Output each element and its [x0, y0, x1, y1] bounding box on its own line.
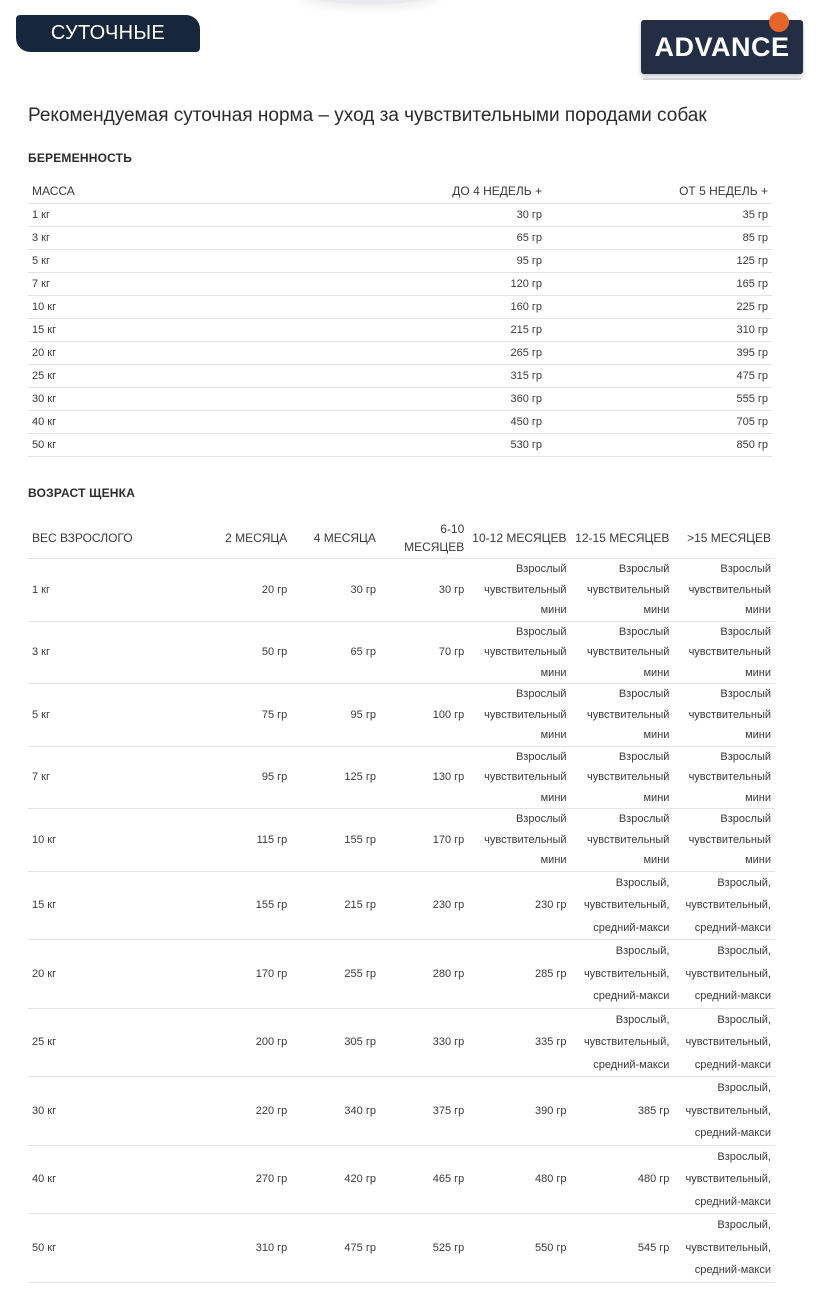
column-header: ДО 4 НЕДЕЛЬ + [148, 179, 546, 204]
amount-cell: 385 гр [571, 1077, 674, 1146]
amount-cell: 230 гр [468, 871, 570, 940]
table-row [28, 204, 772, 227]
amount-cell: 465 гр [380, 1145, 468, 1214]
column-header: МАССА [28, 179, 148, 204]
weight-cell: 1 кг [28, 204, 148, 227]
pregnancy-table [28, 179, 772, 457]
amount-cell: Взрослый чувствительный мини [673, 559, 775, 622]
weight-cell: 25 кг [28, 1008, 137, 1077]
amount-cell: 225 гр [546, 296, 772, 319]
amount-cell: 35 гр [546, 204, 772, 227]
weight-cell: 20 кг [28, 342, 148, 365]
table-header-row [28, 179, 772, 204]
amount-cell: 215 гр [148, 319, 546, 342]
amount-cell: 30 гр [148, 204, 546, 227]
weight-cell: 40 кг [28, 411, 148, 434]
amount-cell: 65 гр [291, 621, 380, 684]
table-row [28, 296, 772, 319]
amount-cell: Взрослый, чувствительный, средний-макси [673, 871, 775, 940]
amount-cell: 420 гр [291, 1145, 380, 1214]
weight-cell: 3 кг [28, 621, 137, 684]
amount-cell: Взрослый чувствительный мини [468, 809, 570, 872]
amount-cell: 155 гр [291, 809, 380, 872]
amount-cell: 160 гр [148, 296, 546, 319]
amount-cell: 360 гр [148, 388, 546, 411]
amount-cell: 390 гр [468, 1077, 570, 1146]
amount-cell: Взрослый, чувствительный, средний-макси [673, 940, 775, 1009]
top-decoration [300, 0, 440, 4]
amount-cell: 115 гр [137, 809, 292, 872]
amount-cell: 310 гр [137, 1214, 292, 1283]
weight-cell: 7 кг [28, 273, 148, 296]
amount-cell: 705 гр [546, 411, 772, 434]
amount-cell: Взрослый, чувствительный, средний-макси [571, 1008, 674, 1077]
table-row [28, 940, 775, 1009]
table-row [28, 746, 775, 809]
amount-cell: 280 гр [380, 940, 468, 1009]
table-row [28, 388, 772, 411]
amount-cell: Взрослый, чувствительный, средний-макси [673, 1145, 775, 1214]
column-header: 2 МЕСЯЦА [137, 518, 292, 559]
amount-cell: 130 гр [380, 746, 468, 809]
amount-cell: 285 гр [468, 940, 570, 1009]
amount-cell: Взрослый чувствительный мини [571, 621, 674, 684]
amount-cell: 30 гр [291, 559, 380, 622]
section-tag: СУТОЧНЫЕ [16, 15, 200, 52]
amount-cell: 95 гр [137, 746, 292, 809]
column-header: ОТ 5 НЕДЕЛЬ + [546, 179, 772, 204]
amount-cell: Взрослый чувствительный мини [571, 559, 674, 622]
table-row [28, 411, 772, 434]
amount-cell: Взрослый чувствительный мини [468, 621, 570, 684]
weight-cell: 10 кг [28, 809, 137, 872]
table-row [28, 621, 775, 684]
amount-cell: 545 гр [571, 1214, 674, 1283]
amount-cell: Взрослый чувствительный мини [468, 559, 570, 622]
amount-cell: 95 гр [291, 684, 380, 747]
amount-cell: Взрослый чувствительный мини [673, 621, 775, 684]
table-row [28, 342, 772, 365]
puppy-table [28, 518, 775, 1283]
amount-cell: Взрослый чувствительный мини [468, 746, 570, 809]
amount-cell: 120 гр [148, 273, 546, 296]
table-row [28, 434, 772, 457]
logo-underline [643, 78, 801, 80]
amount-cell: 555 гр [546, 388, 772, 411]
amount-cell: 50 гр [137, 621, 292, 684]
table-row [28, 1008, 775, 1077]
amount-cell: 125 гр [291, 746, 380, 809]
amount-cell: 450 гр [148, 411, 546, 434]
table-row [28, 1145, 775, 1214]
amount-cell: 525 гр [380, 1214, 468, 1283]
weight-cell: 20 кг [28, 940, 137, 1009]
column-header: 10-12 МЕСЯЦЕВ [468, 518, 570, 559]
weight-cell: 5 кг [28, 250, 148, 273]
table-row [28, 250, 772, 273]
weight-cell: 50 кг [28, 434, 148, 457]
amount-cell: 315 гр [148, 365, 546, 388]
amount-cell: 255 гр [291, 940, 380, 1009]
amount-cell: 165 гр [546, 273, 772, 296]
amount-cell: Взрослый чувствительный мини [673, 746, 775, 809]
amount-cell: 215 гр [291, 871, 380, 940]
table-row [28, 871, 775, 940]
amount-cell: Взрослый чувствительный мини [571, 684, 674, 747]
weight-cell: 10 кг [28, 296, 148, 319]
weight-cell: 3 кг [28, 227, 148, 250]
amount-cell: 330 гр [380, 1008, 468, 1077]
table-row [28, 809, 775, 872]
amount-cell: 85 гр [546, 227, 772, 250]
amount-cell: 170 гр [137, 940, 292, 1009]
amount-cell: Взрослый, чувствительный, средний-макси [673, 1214, 775, 1283]
amount-cell: 850 гр [546, 434, 772, 457]
amount-cell: Взрослый чувствительный мини [673, 809, 775, 872]
table-row [28, 684, 775, 747]
weight-cell: 5 кг [28, 684, 137, 747]
amount-cell: 265 гр [148, 342, 546, 365]
weight-cell: 40 кг [28, 1145, 137, 1214]
amount-cell: 270 гр [137, 1145, 292, 1214]
table-row [28, 365, 772, 388]
table-header-row [28, 518, 775, 559]
amount-cell: 125 гр [546, 250, 772, 273]
amount-cell: 550 гр [468, 1214, 570, 1283]
amount-cell: 335 гр [468, 1008, 570, 1077]
amount-cell: 100 гр [380, 684, 468, 747]
amount-cell: 95 гр [148, 250, 546, 273]
table-row [28, 227, 772, 250]
amount-cell: Взрослый чувствительный мини [571, 809, 674, 872]
amount-cell: 65 гр [148, 227, 546, 250]
column-header: >15 МЕСЯЦЕВ [673, 518, 775, 559]
puppy-heading: ВОЗРАСТ ЩЕНКА [28, 486, 136, 500]
amount-cell: 155 гр [137, 871, 292, 940]
amount-cell: 30 гр [380, 559, 468, 622]
amount-cell: 480 гр [571, 1145, 674, 1214]
brand-logo: ADVANCE [641, 20, 803, 74]
amount-cell: Взрослый чувствительный мини [673, 684, 775, 747]
page-title: Рекомендуемая суточная норма – уход за чувствительными породами собак [28, 105, 707, 126]
amount-cell: 170 гр [380, 809, 468, 872]
amount-cell: Взрослый чувствительный мини [571, 746, 674, 809]
weight-cell: 25 кг [28, 365, 148, 388]
weight-cell: 50 кг [28, 1214, 137, 1283]
amount-cell: 305 гр [291, 1008, 380, 1077]
amount-cell: Взрослый, чувствительный, средний-макси [571, 871, 674, 940]
table-row [28, 559, 775, 622]
table-row [28, 273, 772, 296]
amount-cell: 200 гр [137, 1008, 292, 1077]
table-row [28, 319, 772, 342]
weight-cell: 30 кг [28, 1077, 137, 1146]
amount-cell: 475 гр [546, 365, 772, 388]
amount-cell: 530 гр [148, 434, 546, 457]
amount-cell: 340 гр [291, 1077, 380, 1146]
pregnancy-heading: БЕРЕМЕННОСТЬ [28, 151, 133, 165]
table-row [28, 1214, 775, 1283]
column-header: ВЕС ВЗРОСЛОГО [28, 518, 137, 559]
weight-cell: 30 кг [28, 388, 148, 411]
amount-cell: 375 гр [380, 1077, 468, 1146]
table-row [28, 1077, 775, 1146]
amount-cell: 480 гр [468, 1145, 570, 1214]
amount-cell: Взрослый, чувствительный, средний-макси [673, 1077, 775, 1146]
weight-cell: 15 кг [28, 319, 148, 342]
brand-badge-icon [769, 12, 789, 32]
weight-cell: 15 кг [28, 871, 137, 940]
amount-cell: Взрослый, чувствительный, средний-макси [571, 940, 674, 1009]
column-header: 6-10 МЕСЯЦЕВ [380, 518, 468, 559]
amount-cell: 220 гр [137, 1077, 292, 1146]
amount-cell: 475 гр [291, 1214, 380, 1283]
column-header: 4 МЕСЯЦА [291, 518, 380, 559]
amount-cell: 310 гр [546, 319, 772, 342]
column-header: 12-15 МЕСЯЦЕВ [571, 518, 674, 559]
amount-cell: 20 гр [137, 559, 292, 622]
amount-cell: Взрослый, чувствительный, средний-макси [673, 1008, 775, 1077]
weight-cell: 7 кг [28, 746, 137, 809]
weight-cell: 1 кг [28, 559, 137, 622]
amount-cell: Взрослый чувствительный мини [468, 684, 570, 747]
amount-cell: 230 гр [380, 871, 468, 940]
amount-cell: 70 гр [380, 621, 468, 684]
amount-cell: 395 гр [546, 342, 772, 365]
amount-cell: 75 гр [137, 684, 292, 747]
